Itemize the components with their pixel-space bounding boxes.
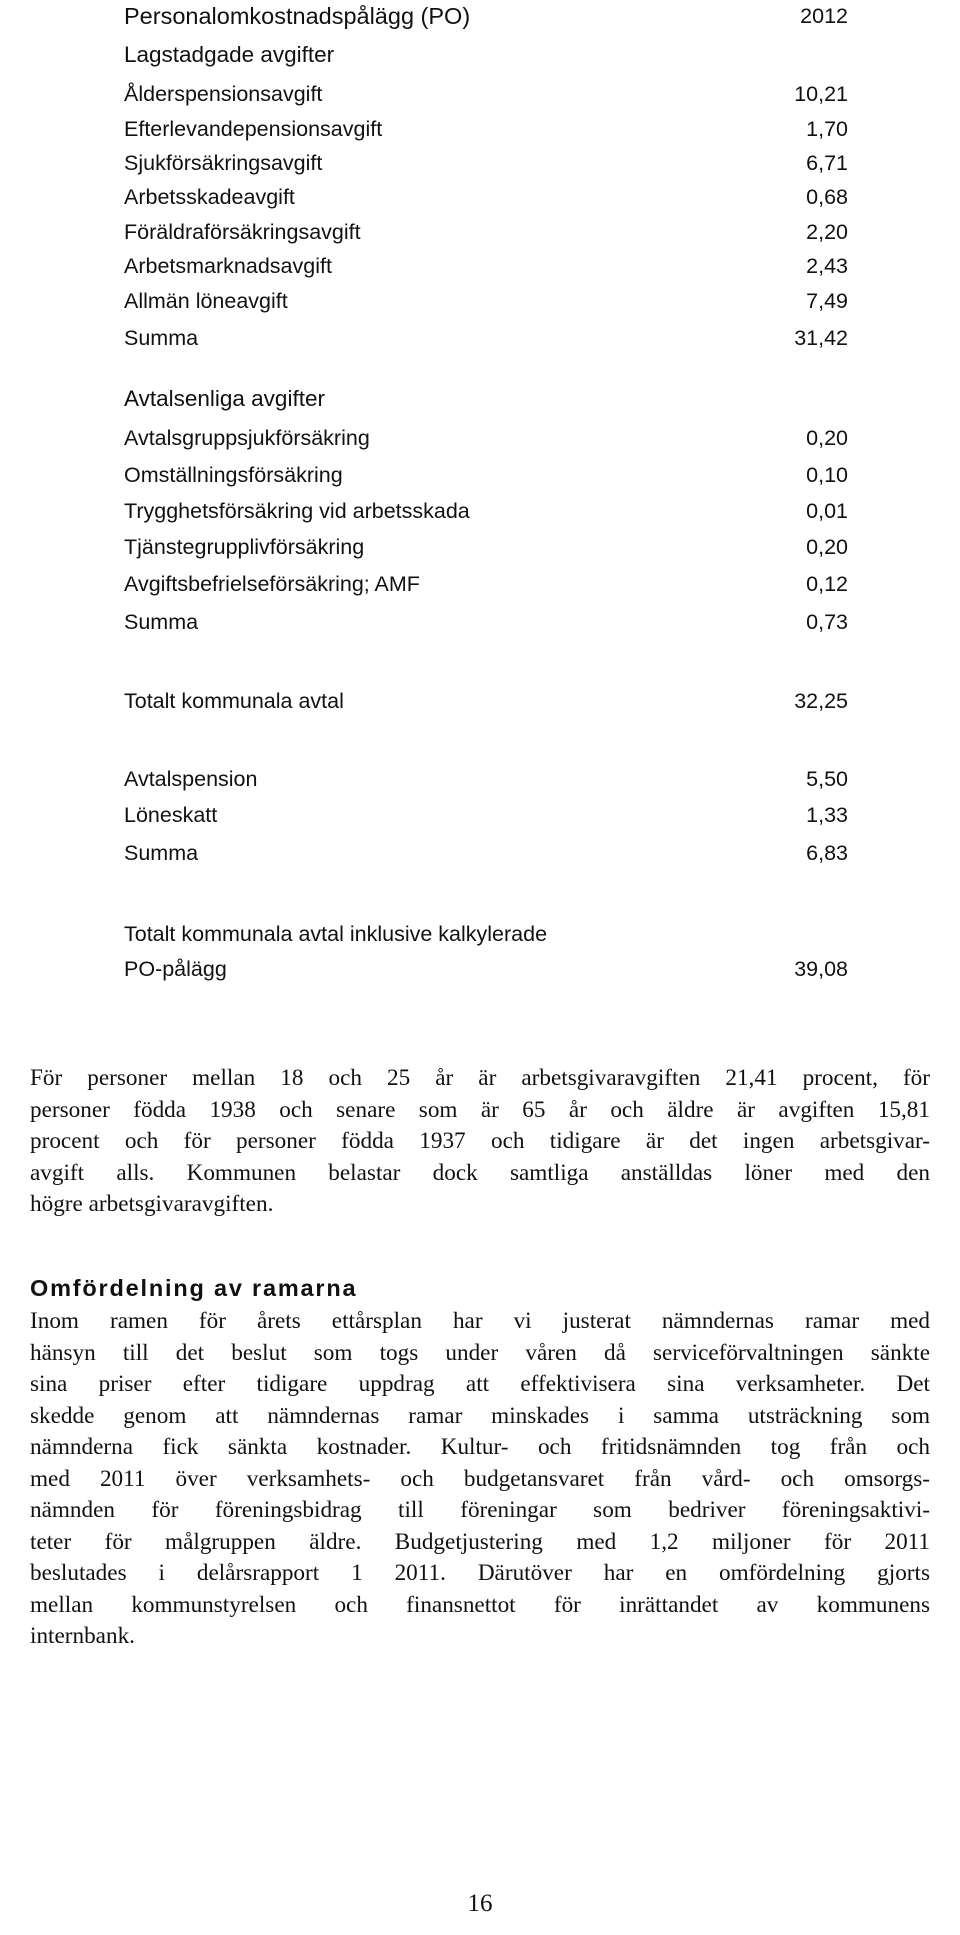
table-row: Allmän löneavgift 7,49 [124,289,848,313]
grand-total-row [124,918,848,985]
table-row: Arbetsskadeavgift 0,68 [124,185,848,209]
table-row: Sjukförsäkringsavgift 6,71 [124,151,848,175]
table-row: Tjänstegrupplivförsäkring 0,20 [124,535,848,559]
paragraph-omfordelning: Inom ramen för årets ettårsplan har vi justerat nämndernas ramar med hänsyn till det beslut som togs under våren då serviceförvaltningen sänkte sina priser efter tidigare uppdrag att effektivisera sina verksamheter. Det skedde genom att nämndernas ramar minskades i samma utsträckning som nämnderna fick sänkta kostnader. Kultur- och fritidsnämnden tog från och med 2011 över verksamhets- och budgetansvaret från vård- och omsorgs- nämnden för föreningsbidrag till föreningar som bedriver föreningsaktivi- teter för målgruppen äldre. Budgetjustering med 1,2 miljoner för 2011 beslutades i delårsrapport 1 2011. Därutöver har en omfördelning gjorts mellan kommunstyrelsen och finansnettot för inrättandet av kommunens internbank. [30,1308,930,1649]
table-row: Arbetsmarknadsavgift 2,43 [124,254,848,278]
table-row: Avgiftsbefrielseförsäkring; AMF 0,12 [124,572,848,596]
grand-total-value: 39,08 [794,957,848,981]
table-row: Trygghetsförsäkring vid arbetsskada 0,01 [124,499,848,523]
section-heading: Avtalsenliga avgifter [124,386,325,411]
section-heading-omfordelning: Omfördelning av ramarna [30,1275,358,1301]
table-row: Avtalspension 5,50 [124,767,848,791]
table-row: Löneskatt 1,33 [124,803,848,827]
table-row: Föräldraförsäkringsavgift 2,20 [124,220,848,244]
summary-row: Summa 31,42 [124,326,848,350]
table-title-row [124,0,848,32]
table-row: Avtalsgruppsjukförsäkring 0,20 [124,426,848,450]
grand-total-label-line2: PO-pålägg [124,957,227,981]
table-row: Efterlevandepensionsavgift 1,70 [124,117,848,141]
paragraph-employer-fees: För personer mellan 18 och 25 år är arbetsgivaravgiften 21,41 procent, för personer födda 1938 och senare som är 65 år och äldre är avgiften 15,81 procent och för personer födda 1937 och tidigare är det ingen arbetsgivar- avgift alls. Kommunen belastar dock samtliga anställdas löner med den högre arbetsgivaravgiften. [30,1065,930,1217]
summary-row: Summa 0,73 [124,610,848,634]
total-row: Totalt kommunala avtal 32,25 [124,689,848,713]
section-heading: Lagstadgade avgifter [124,42,335,67]
page-number: 16 [467,1890,493,1917]
summary-row: Summa 6,83 [124,841,848,865]
table-year: 2012 [800,4,848,28]
table-row: Ålderspensionsavgift 10,21 [124,82,848,106]
table-row: Omställningsförsäkring 0,10 [124,463,848,487]
table-title: Personalomkostnadspålägg (PO) [124,3,471,29]
grand-total-label-line1: Totalt kommunala avtal inklusive kalkylerade [124,922,548,946]
